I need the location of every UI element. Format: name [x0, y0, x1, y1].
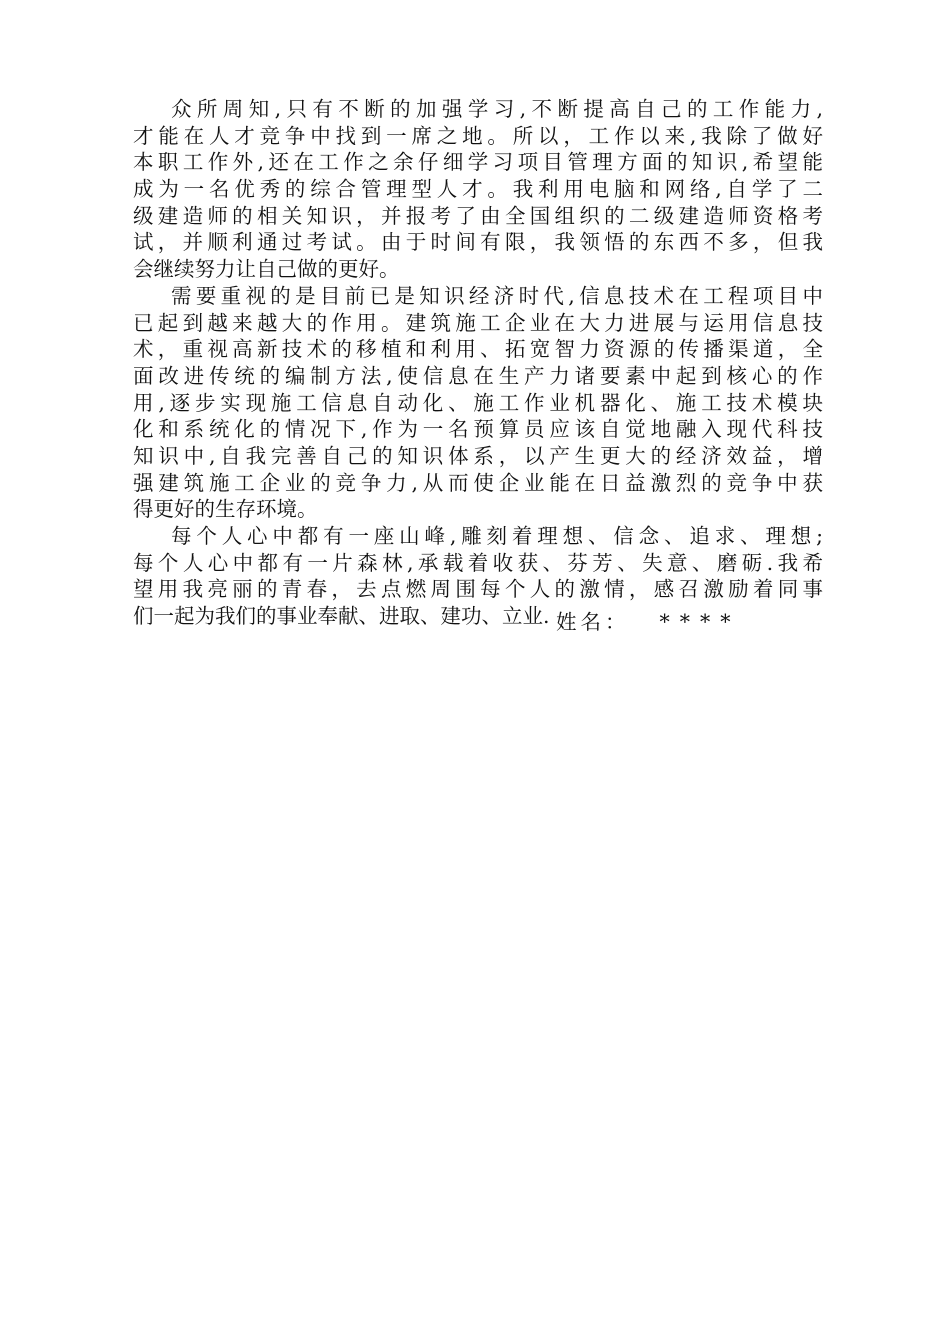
paragraph-2-line-8: 强建筑施工企业的竞争力,从而使企业能在日益激烈的竞争中获 [133, 470, 823, 495]
signature-label: 姓名： [556, 610, 630, 634]
signature-line [556, 609, 741, 636]
paragraph-2-line-1: 需要重视的是目前已是知识经济时代,信息技术在工程项目中 [171, 283, 823, 308]
paragraph-1-line-6: 试，并顺利通过考试。由于时间有限，我领悟的东西不多，但我 [133, 230, 823, 255]
paragraph-1-line-4: 成为一名优秀的综合管理型人才。我利用电脑和网络,自学了二 [133, 177, 823, 202]
paragraph-1-line-2: 才能在人才竞争中找到一席之地。所以，工作以来,我除了做好 [133, 123, 823, 148]
paragraph-1-line-5: 级建造师的相关知识，并报考了由全国组织的二级建造师资格考 [133, 203, 823, 228]
paragraph-2-line-2: 已起到越来越大的作用。建筑施工企业在大力进展与运用信息技 [133, 310, 823, 335]
signature-value: **** [659, 610, 741, 634]
paragraph-3-line-2: 每个人心中都有一片森林,承载着收获、芬芳、失意、磨砺.我希 [133, 550, 823, 575]
paragraph-3-line-4: 们一起为我们的事业奉献、进取、建功、立业. [133, 604, 550, 629]
paragraph-3-line-3: 望用我亮丽的青春，去点燃周围每个人的激情，感召激励着同事 [133, 577, 823, 602]
paragraph-2-line-4: 面改进传统的编制方法,使信息在生产力诸要素中起到核心的作 [133, 363, 823, 388]
paragraph-2-line-7: 知识中,自我完善自己的知识体系，以产生更大的经济效益，增 [133, 443, 823, 468]
paragraph-2-line-9: 得更好的生存环境。 [133, 497, 318, 522]
paragraph-2-line-5: 用,逐步实现施工信息自动化、施工作业机器化、施工技术模块 [133, 390, 823, 415]
document-body [133, 96, 823, 630]
paragraph-2-line-6: 化和系统化的情况下,作为一名预算员应该自觉地融入现代科技 [133, 417, 823, 442]
paragraph-1-line-1: 众所周知,只有不断的加强学习,不断提高自己的工作能力, [171, 97, 823, 121]
paragraph-3-line-1: 每个人心中都有一座山峰,雕刻着理想、信念、追求、理想; [171, 524, 823, 548]
paragraph-2-line-3: 术，重视高新技术的移植和利用、拓宽智力资源的传播渠道，全 [133, 337, 823, 362]
paragraph-1-line-3: 本职工作外,还在工作之余仔细学习项目管理方面的知识,希望能 [133, 150, 823, 175]
paragraph-1-line-7: 会继续努力让自己做的更好。 [133, 257, 400, 282]
